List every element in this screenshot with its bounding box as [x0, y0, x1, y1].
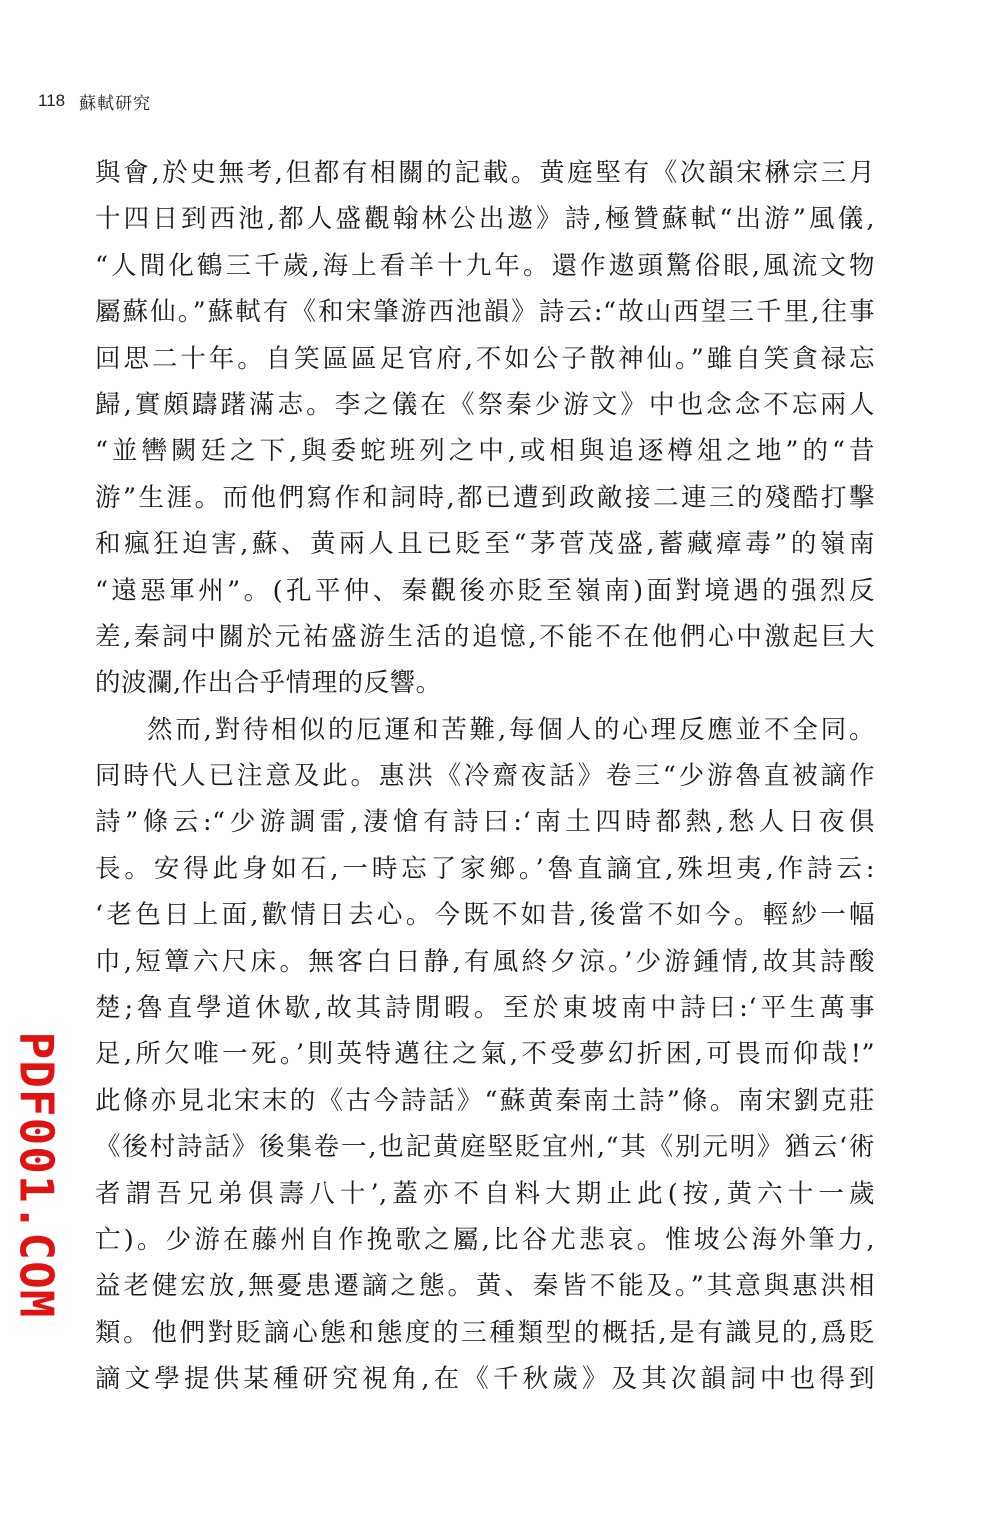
text-line: 的波瀾,作出合乎情理的反響。: [95, 668, 442, 699]
watermark: [6, 1031, 66, 1319]
text-line: 足,所欠唯一死。’則英特邁往之氣,不受夢幻折困,可畏而仰哉!”: [95, 1039, 875, 1070]
text-line: 亡)。少游在藤州自作挽歌之屬,比谷尤悲哀。惟坡公海外筆力,: [95, 1224, 875, 1255]
text-line: 十四日到西池,都人盛觀翰林公出遨》詩,極贊蘇軾“出游”風儀,: [95, 204, 875, 235]
watermark-text: PDF001.COM: [9, 1031, 64, 1319]
text-line: “遠惡軍州”。(孔平仲、秦觀後亦貶至嶺南)面對境遇的强烈反: [95, 575, 875, 606]
text-line: 謫文學提供某種研究視角,在《千秋歲》及其次韻詞中也得到: [95, 1364, 875, 1395]
text-line: 楚;魯直學道休歇,故其詩閒暇。至於東坡南中詩曰:‘平生萬事: [95, 993, 875, 1024]
text-line: “並轡闕廷之下,與委蛇班列之中,或相與追逐樽俎之地”的“昔: [95, 436, 875, 467]
text-line: 屬蘇仙。”蘇軾有《和宋肇游西池韻》詩云:“故山西望三千里,往事: [95, 297, 875, 328]
text-line: 詩”條云:“少游調雷,淒愴有詩曰:‘南土四時都熱,愁人日夜俱: [95, 807, 875, 838]
paragraph: [95, 707, 875, 1403]
text-line: 同時代人已注意及此。惠洪《冷齋夜話》卷三“少游魯直被謫作: [95, 761, 875, 792]
book-title: 蘇軾研究: [79, 93, 152, 114]
text-line: 者謂吾兄弟俱壽八十’,蓋亦不自料大期止此(按,黄六十一歲: [95, 1178, 875, 1209]
text-line: 巾,短簟六尺床。無客白日静,有風終夕涼。’少游鍾情,故其詩酸: [95, 946, 875, 977]
text-line: 游”生涯。而他們寫作和詞時,都已遭到政敵接二連三的殘酷打擊: [95, 482, 875, 513]
text-line: 類。他們對貶謫心態和態度的三種類型的概括,是有識見的,爲貶: [95, 1317, 875, 1348]
text-line: 差,秦詞中關於元祐盛游生活的追憶,不能不在他們心中激起巨大: [95, 621, 875, 652]
text-line: 然而,對待相似的厄運和苦難,每個人的心理反應並不全同。: [147, 714, 875, 745]
body-text: [95, 150, 875, 1403]
text-line: 與會,於史無考,但都有相關的記載。黄庭堅有《次韻宋楙宗三月: [95, 158, 875, 188]
text-line: 《後村詩話》後集卷一,也記黄庭堅貶宜州,“其《别元明》猶云‘術: [95, 1132, 875, 1163]
paragraph: [95, 150, 875, 707]
text-line: 益老健宏放,無憂患遷謫之態。黄、秦皆不能及。”其意與惠洪相: [95, 1271, 875, 1302]
page-header: [38, 86, 151, 116]
text-line: 此條亦見北宋末的《古今詩話》“蘇黄秦南土詩”條。南宋劉克莊: [95, 1085, 875, 1116]
text-line: 歸,實頗躊躇滿志。李之儀在《祭秦少游文》中也念念不忘兩人: [95, 389, 875, 420]
text-line: 長。安得此身如石,一時忘了家鄉。’魯直謫宜,殊坦夷,作詩云:: [95, 853, 875, 884]
text-line: 回思二十年。自笑區區足官府,不如公子散神仙。”雖自笑貪禄忘: [95, 343, 875, 374]
text-line: 和瘋狂迫害,蘇、黄兩人且已貶至“茅菅茂盛,蓄藏瘴毒”的嶺南: [95, 529, 875, 560]
page-number: 118: [38, 91, 66, 110]
text-line: “人間化鶴三千歲,海上看羊十九年。還作遨頭驚俗眼,風流文物: [95, 250, 875, 281]
text-line: ‘老色日上面,歡情日去心。今既不如昔,後當不如今。輕紗一幅: [95, 900, 875, 931]
